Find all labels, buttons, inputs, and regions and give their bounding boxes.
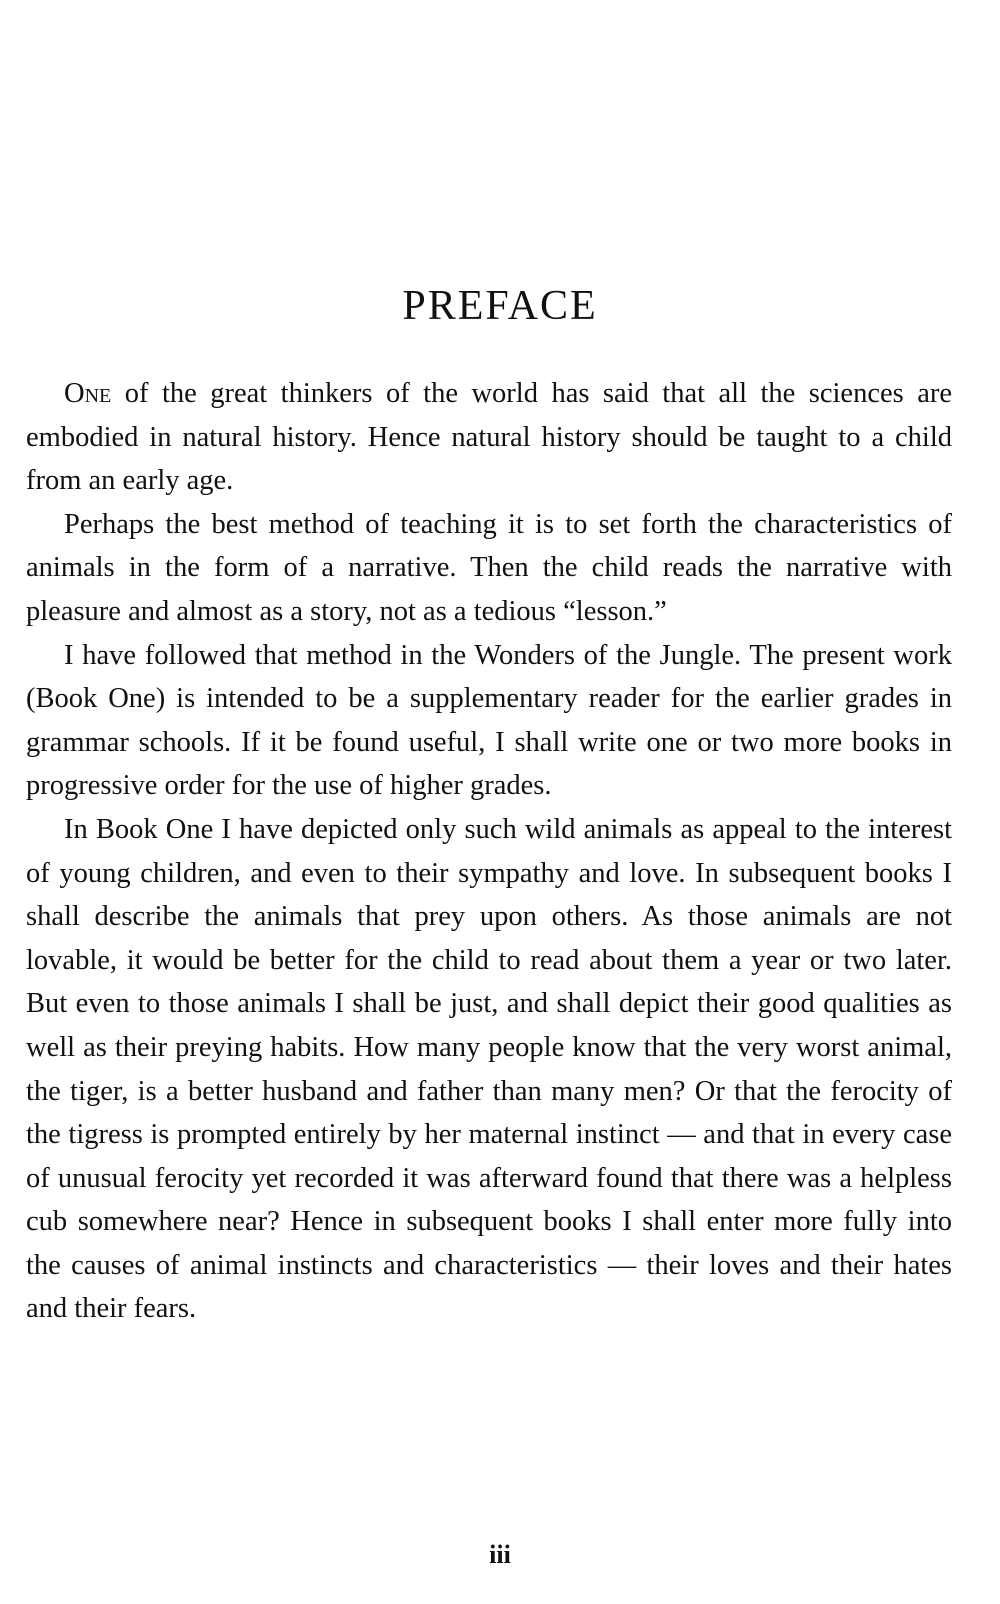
page-number: iii — [489, 1540, 511, 1569]
paragraph-text: In Book One I have depicted only such wild animals as appeal to the interest of young children, and even to their sympathy and love. In subsequent books I shall describe the animals that prey upon others. As those animals are not lovable, it would be better for the child to read about them a year or two later. But even to those animals I shall be just, and shall depict their good qualities as well as their preying habits. How many people know that the very worst animal, the tiger, is a better husband and father than many men? Or that the ferocity of the tigress is prompted entirely by her maternal instinct — and that in every case of unusual ferocity yet recorded it was afterward found that there was a helpless cub somewhere near? Hence in subsequent books I shall enter more fully into the causes of animal instincts and characteristics — their loves and their hates and their fears. — [26, 813, 952, 1325]
paragraph-text: Perhaps the best method of teaching it is to set forth the characteristics of animals in the form of a narrative. Then the child reads the narrative with pleasure and almost as a story, not as a tedious “lesson.” — [26, 508, 952, 627]
paragraph-text: I have followed that method in the Wonders of the Jungle. The present work (Book One) is intended to be a supplementary reader for the earlier grades in grammar schools. If it be found useful, I shall write one or two more books in progressive order for the use of higher grades. — [26, 639, 952, 802]
paragraph-lead-word: One — [64, 378, 112, 409]
paragraph-2 — [26, 503, 952, 634]
paragraph-3 — [26, 634, 952, 808]
paragraph-4 — [26, 808, 952, 1331]
page-title: PREFACE — [402, 283, 598, 329]
paragraph-text: of the great thinkers of the world has said that all the sciences are embodied in natural history. Hence natural history should be taught to a child from an early age. — [26, 378, 952, 497]
paragraph-1 — [26, 372, 952, 503]
preface-body — [26, 372, 952, 1331]
